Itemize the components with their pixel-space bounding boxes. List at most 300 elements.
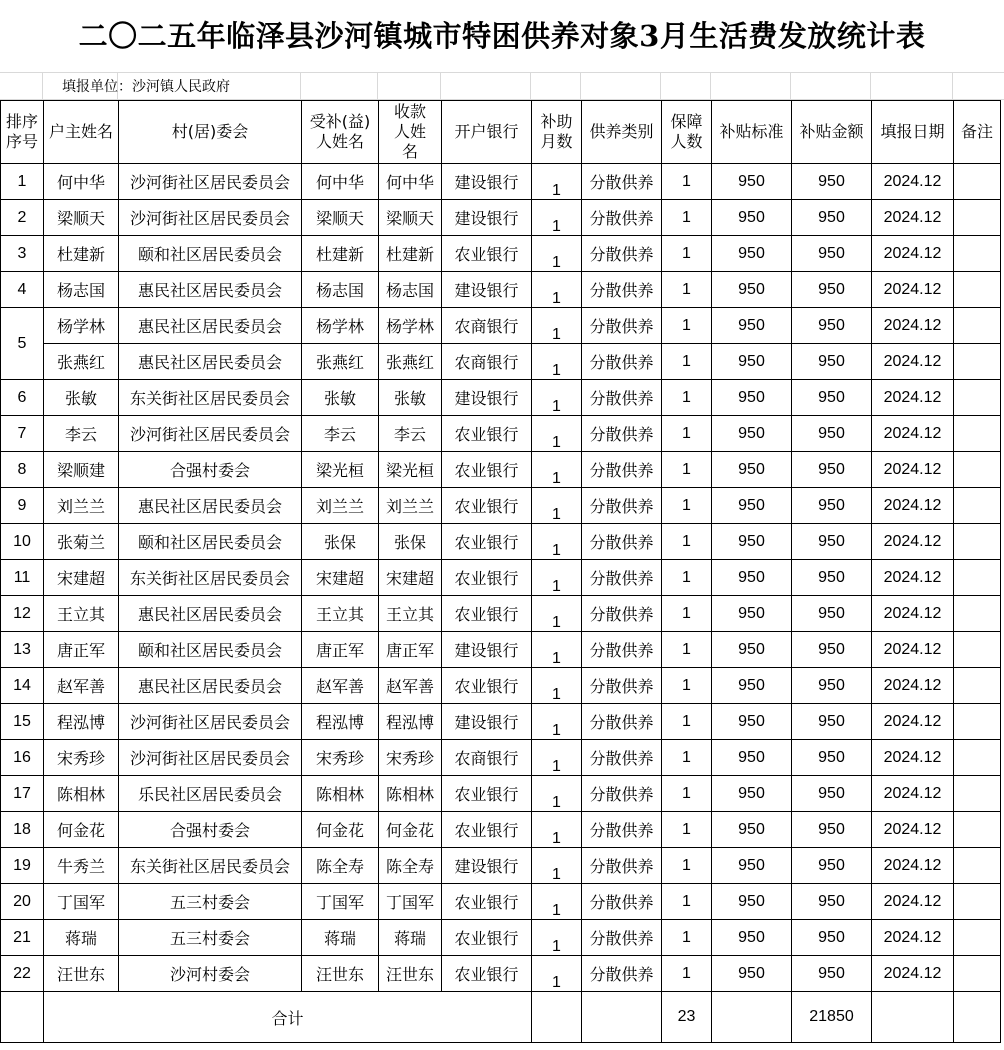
- head-name-cell: 程泓博: [44, 704, 119, 740]
- committee-cell: 五三村委会: [119, 920, 302, 956]
- payee-cell: 张保: [379, 524, 442, 560]
- note-cell: [954, 740, 1001, 776]
- sheet-gridline: [870, 72, 871, 100]
- header-bank: 开户银行: [442, 101, 532, 164]
- bank-cell: 建设银行: [442, 380, 532, 416]
- amount-cell: 950: [792, 164, 872, 200]
- beneficiary-cell: 赵军善: [302, 668, 379, 704]
- head-name-cell: 何金花: [44, 812, 119, 848]
- standard-cell: 950: [712, 956, 792, 992]
- head-name-cell: 陈相林: [44, 776, 119, 812]
- date-cell: 2024.12: [872, 596, 954, 632]
- months-cell: [532, 524, 582, 560]
- beneficiary-cell: 宋建超: [302, 560, 379, 596]
- beneficiary-cell: 唐正军: [302, 632, 379, 668]
- months-cell: [532, 236, 582, 272]
- bank-cell: 农商银行: [442, 308, 532, 344]
- header-amount: 补贴金额: [792, 101, 872, 164]
- seq-cell: 20: [1, 884, 44, 920]
- bank-cell: 农商银行: [442, 740, 532, 776]
- table-row: [1, 416, 1001, 452]
- persons-cell: 1: [662, 488, 712, 524]
- beneficiary-cell: 杨学林: [302, 308, 379, 344]
- persons-cell: 1: [662, 416, 712, 452]
- head-name-cell: 张菊兰: [44, 524, 119, 560]
- months-cell: [532, 272, 582, 308]
- standard-cell: 950: [712, 308, 792, 344]
- persons-cell: 1: [662, 560, 712, 596]
- beneficiary-cell: 梁顺天: [302, 200, 379, 236]
- note-cell: [954, 524, 1001, 560]
- seq-cell: 12: [1, 596, 44, 632]
- bank-cell: 农业银行: [442, 812, 532, 848]
- head-name-cell: 丁国军: [44, 884, 119, 920]
- persons-cell: 1: [662, 884, 712, 920]
- months-cell: [532, 596, 582, 632]
- months-cell: [532, 776, 582, 812]
- seq-cell: 5: [1, 308, 44, 380]
- payee-cell: 汪世东: [379, 956, 442, 992]
- standard-cell: 950: [712, 704, 792, 740]
- months-value: 1: [552, 757, 561, 775]
- header-seq: 排序序号: [1, 101, 44, 164]
- sheet-gridline: [440, 72, 441, 100]
- category-cell: 分散供养: [582, 560, 662, 596]
- committee-cell: 东关街社区居民委员会: [119, 848, 302, 884]
- bank-cell: 建设银行: [442, 272, 532, 308]
- persons-cell: 1: [662, 308, 712, 344]
- seq-cell: 13: [1, 632, 44, 668]
- category-cell: 分散供养: [582, 416, 662, 452]
- months-value: 1: [552, 181, 561, 199]
- beneficiary-cell: 宋秀珍: [302, 740, 379, 776]
- bank-cell: 农业银行: [442, 776, 532, 812]
- header-months: 补助月数: [532, 101, 582, 164]
- total-empty-cell: [582, 992, 662, 1043]
- category-cell: 分散供养: [582, 164, 662, 200]
- table-row: [1, 812, 1001, 848]
- payee-cell: 唐正军: [379, 632, 442, 668]
- payee-cell: 丁国军: [379, 884, 442, 920]
- seq-cell: 18: [1, 812, 44, 848]
- committee-cell: 合强村委会: [119, 812, 302, 848]
- months-value: 1: [552, 685, 561, 703]
- head-name-cell: 赵军善: [44, 668, 119, 704]
- total-persons: 23: [662, 992, 712, 1043]
- committee-cell: 沙河街社区居民委员会: [119, 704, 302, 740]
- persons-cell: 1: [662, 920, 712, 956]
- head-name-cell: 李云: [44, 416, 119, 452]
- bank-cell: 建设银行: [442, 632, 532, 668]
- sheet-gridline: [710, 72, 711, 100]
- seq-cell: 21: [1, 920, 44, 956]
- table-row: [1, 344, 1001, 380]
- category-cell: 分散供养: [582, 524, 662, 560]
- table-row: [1, 488, 1001, 524]
- header-standard: 补贴标准: [712, 101, 792, 164]
- amount-cell: 950: [792, 812, 872, 848]
- seq-cell: 2: [1, 200, 44, 236]
- category-cell: 分散供养: [582, 308, 662, 344]
- persons-cell: 1: [662, 848, 712, 884]
- months-value: 1: [552, 793, 561, 811]
- date-cell: 2024.12: [872, 848, 954, 884]
- standard-cell: 950: [712, 884, 792, 920]
- header-persons: 保障人数: [662, 101, 712, 164]
- amount-cell: 950: [792, 380, 872, 416]
- note-cell: [954, 956, 1001, 992]
- header-row: [1, 101, 1001, 164]
- persons-cell: 1: [662, 236, 712, 272]
- amount-cell: 950: [792, 560, 872, 596]
- committee-cell: 颐和社区居民委员会: [119, 236, 302, 272]
- category-cell: 分散供养: [582, 488, 662, 524]
- amount-cell: 950: [792, 452, 872, 488]
- months-value: 1: [552, 217, 561, 235]
- standard-cell: 950: [712, 560, 792, 596]
- date-cell: 2024.12: [872, 416, 954, 452]
- committee-cell: 乐民社区居民委员会: [119, 776, 302, 812]
- total-empty-cell: [532, 992, 582, 1043]
- bank-cell: 建设银行: [442, 848, 532, 884]
- beneficiary-cell: 汪世东: [302, 956, 379, 992]
- table-row: [1, 560, 1001, 596]
- payee-cell: 宋秀珍: [379, 740, 442, 776]
- persons-cell: 1: [662, 272, 712, 308]
- bank-cell: 建设银行: [442, 200, 532, 236]
- date-cell: 2024.12: [872, 740, 954, 776]
- beneficiary-cell: 何金花: [302, 812, 379, 848]
- seq-cell: 4: [1, 272, 44, 308]
- category-cell: 分散供养: [582, 344, 662, 380]
- seq-cell: 9: [1, 488, 44, 524]
- seq-cell: 3: [1, 236, 44, 272]
- category-cell: 分散供养: [582, 668, 662, 704]
- amount-cell: 950: [792, 632, 872, 668]
- amount-cell: 950: [792, 308, 872, 344]
- committee-cell: 颐和社区居民委员会: [119, 632, 302, 668]
- header-category: 供养类别: [582, 101, 662, 164]
- table-row: [1, 956, 1001, 992]
- table-row: [1, 164, 1001, 200]
- total-label: 合计: [44, 992, 532, 1043]
- months-value: 1: [552, 649, 561, 667]
- months-cell: [532, 848, 582, 884]
- document-title: 二〇二五年临泽县沙河镇城市特困供养对象3月生活费发放统计表: [78, 19, 926, 53]
- table-row: [1, 272, 1001, 308]
- category-cell: 分散供养: [582, 848, 662, 884]
- committee-cell: 五三村委会: [119, 884, 302, 920]
- note-cell: [954, 308, 1001, 344]
- payee-cell: 刘兰兰: [379, 488, 442, 524]
- note-cell: [954, 488, 1001, 524]
- note-cell: [954, 920, 1001, 956]
- months-cell: [532, 560, 582, 596]
- payee-cell: 蒋瑞: [379, 920, 442, 956]
- total-empty-cell: [1, 992, 44, 1043]
- category-cell: 分散供养: [582, 452, 662, 488]
- category-cell: 分散供养: [582, 200, 662, 236]
- header-beneficiary: 受补(益)人姓名: [302, 101, 379, 164]
- sheet-gridline: [660, 72, 661, 100]
- committee-cell: 沙河村委会: [119, 956, 302, 992]
- months-cell: [532, 812, 582, 848]
- committee-cell: 沙河街社区居民委员会: [119, 740, 302, 776]
- date-cell: 2024.12: [872, 884, 954, 920]
- head-name-cell: 张敏: [44, 380, 119, 416]
- months-cell: [532, 200, 582, 236]
- date-cell: 2024.12: [872, 452, 954, 488]
- category-cell: 分散供养: [582, 236, 662, 272]
- months-cell: [532, 416, 582, 452]
- persons-cell: 1: [662, 380, 712, 416]
- persons-cell: 1: [662, 200, 712, 236]
- months-value: 1: [552, 721, 561, 739]
- seq-cell: 17: [1, 776, 44, 812]
- standard-cell: 950: [712, 632, 792, 668]
- standard-cell: 950: [712, 200, 792, 236]
- date-cell: 2024.12: [872, 200, 954, 236]
- header-committee: 村(居)委会: [119, 101, 302, 164]
- note-cell: [954, 416, 1001, 452]
- seq-cell: 10: [1, 524, 44, 560]
- beneficiary-cell: 张敏: [302, 380, 379, 416]
- date-cell: 2024.12: [872, 344, 954, 380]
- payee-cell: 何金花: [379, 812, 442, 848]
- committee-cell: 惠民社区居民委员会: [119, 596, 302, 632]
- standard-cell: 950: [712, 488, 792, 524]
- beneficiary-cell: 蒋瑞: [302, 920, 379, 956]
- note-cell: [954, 236, 1001, 272]
- category-cell: 分散供养: [582, 776, 662, 812]
- beneficiary-cell: 张保: [302, 524, 379, 560]
- seq-cell: 8: [1, 452, 44, 488]
- amount-cell: 950: [792, 884, 872, 920]
- amount-cell: 950: [792, 848, 872, 884]
- months-cell: [532, 884, 582, 920]
- head-name-cell: 张燕红: [44, 344, 119, 380]
- table-row: [1, 848, 1001, 884]
- table-row: [1, 524, 1001, 560]
- date-cell: 2024.12: [872, 560, 954, 596]
- category-cell: 分散供养: [582, 596, 662, 632]
- amount-cell: 950: [792, 704, 872, 740]
- date-cell: 2024.12: [872, 236, 954, 272]
- amount-cell: 950: [792, 344, 872, 380]
- table-row: [1, 884, 1001, 920]
- date-cell: 2024.12: [872, 488, 954, 524]
- bank-cell: 农业银行: [442, 524, 532, 560]
- category-cell: 分散供养: [582, 884, 662, 920]
- date-cell: 2024.12: [872, 704, 954, 740]
- payee-cell: 赵军善: [379, 668, 442, 704]
- total-empty-cell: [954, 992, 1001, 1043]
- category-cell: 分散供养: [582, 740, 662, 776]
- seq-cell: 6: [1, 380, 44, 416]
- persons-cell: 1: [662, 596, 712, 632]
- bank-cell: 农业银行: [442, 488, 532, 524]
- months-cell: [532, 164, 582, 200]
- beneficiary-cell: 刘兰兰: [302, 488, 379, 524]
- months-value: 1: [552, 613, 561, 631]
- note-cell: [954, 848, 1001, 884]
- head-name-cell: 王立其: [44, 596, 119, 632]
- payee-cell: 王立其: [379, 596, 442, 632]
- bank-cell: 农业银行: [442, 596, 532, 632]
- head-name-cell: 杨学林: [44, 308, 119, 344]
- months-value: 1: [552, 973, 561, 991]
- sheet-gridline: [300, 72, 301, 100]
- category-cell: 分散供养: [582, 632, 662, 668]
- payee-cell: 程泓博: [379, 704, 442, 740]
- amount-cell: 950: [792, 920, 872, 956]
- note-cell: [954, 200, 1001, 236]
- standard-cell: 950: [712, 272, 792, 308]
- months-value: 1: [552, 865, 561, 883]
- payee-cell: 李云: [379, 416, 442, 452]
- head-name-cell: 何中华: [44, 164, 119, 200]
- payee-cell: 杜建新: [379, 236, 442, 272]
- table-row: [1, 740, 1001, 776]
- persons-cell: 1: [662, 524, 712, 560]
- head-name-cell: 杨志国: [44, 272, 119, 308]
- payee-cell: 陈相林: [379, 776, 442, 812]
- table-row: [1, 452, 1001, 488]
- payee-cell: 梁光桓: [379, 452, 442, 488]
- payee-cell: 陈全寿: [379, 848, 442, 884]
- date-cell: 2024.12: [872, 524, 954, 560]
- standard-cell: 950: [712, 812, 792, 848]
- committee-cell: 颐和社区居民委员会: [119, 524, 302, 560]
- committee-cell: 沙河街社区居民委员会: [119, 416, 302, 452]
- payee-cell: 宋建超: [379, 560, 442, 596]
- standard-cell: 950: [712, 740, 792, 776]
- months-cell: [532, 632, 582, 668]
- standard-cell: 950: [712, 668, 792, 704]
- date-cell: 2024.12: [872, 668, 954, 704]
- months-cell: [532, 380, 582, 416]
- bank-cell: 农业银行: [442, 416, 532, 452]
- table-row: [1, 380, 1001, 416]
- beneficiary-cell: 杜建新: [302, 236, 379, 272]
- bank-cell: 农业银行: [442, 452, 532, 488]
- months-value: 1: [552, 577, 561, 595]
- date-cell: 2024.12: [872, 956, 954, 992]
- payee-cell: 杨志国: [379, 272, 442, 308]
- note-cell: [954, 164, 1001, 200]
- head-name-cell: 牛秀兰: [44, 848, 119, 884]
- note-cell: [954, 668, 1001, 704]
- seq-cell: 7: [1, 416, 44, 452]
- committee-cell: 合强村委会: [119, 452, 302, 488]
- amount-cell: 950: [792, 956, 872, 992]
- amount-cell: 950: [792, 740, 872, 776]
- months-value: 1: [552, 433, 561, 451]
- note-cell: [954, 560, 1001, 596]
- header-head-name: 户主姓名: [44, 101, 119, 164]
- reporting-unit: 填报单位：沙河镇人民政府: [62, 79, 230, 95]
- total-amount: 21850: [792, 992, 872, 1043]
- date-cell: 2024.12: [872, 380, 954, 416]
- amount-cell: 950: [792, 272, 872, 308]
- months-value: 1: [552, 253, 561, 271]
- months-value: 1: [552, 541, 561, 559]
- persons-cell: 1: [662, 704, 712, 740]
- head-name-cell: 汪世东: [44, 956, 119, 992]
- total-empty-cell: [712, 992, 792, 1043]
- note-cell: [954, 344, 1001, 380]
- bank-cell: 农业银行: [442, 236, 532, 272]
- note-cell: [954, 812, 1001, 848]
- table-row: [1, 920, 1001, 956]
- beneficiary-cell: 杨志国: [302, 272, 379, 308]
- months-cell: [532, 488, 582, 524]
- beneficiary-cell: 张燕红: [302, 344, 379, 380]
- bank-cell: 农商银行: [442, 344, 532, 380]
- category-cell: 分散供养: [582, 956, 662, 992]
- payee-cell: 何中华: [379, 164, 442, 200]
- seq-cell: 15: [1, 704, 44, 740]
- committee-cell: 东关街社区居民委员会: [119, 560, 302, 596]
- standard-cell: 950: [712, 524, 792, 560]
- committee-cell: 东关街社区居民委员会: [119, 380, 302, 416]
- months-cell: [532, 452, 582, 488]
- payee-cell: 张燕红: [379, 344, 442, 380]
- head-name-cell: 刘兰兰: [44, 488, 119, 524]
- date-cell: 2024.12: [872, 308, 954, 344]
- note-cell: [954, 380, 1001, 416]
- category-cell: 分散供养: [582, 704, 662, 740]
- months-value: 1: [552, 361, 561, 379]
- persons-cell: 1: [662, 956, 712, 992]
- sheet-gridline: [0, 72, 1004, 73]
- committee-cell: 惠民社区居民委员会: [119, 308, 302, 344]
- head-name-cell: 梁顺建: [44, 452, 119, 488]
- standard-cell: 950: [712, 380, 792, 416]
- head-name-cell: 蒋瑞: [44, 920, 119, 956]
- seq-cell: 11: [1, 560, 44, 596]
- header-date: 填报日期: [872, 101, 954, 164]
- standard-cell: 950: [712, 236, 792, 272]
- months-cell: [532, 704, 582, 740]
- table-row: [1, 236, 1001, 272]
- persons-cell: 1: [662, 632, 712, 668]
- bank-cell: 建设银行: [442, 704, 532, 740]
- beneficiary-cell: 梁光桓: [302, 452, 379, 488]
- header-payee: 收款人姓名: [379, 101, 442, 164]
- seq-cell: 14: [1, 668, 44, 704]
- date-cell: 2024.12: [872, 776, 954, 812]
- payee-cell: 梁顺天: [379, 200, 442, 236]
- seq-cell: 22: [1, 956, 44, 992]
- months-cell: [532, 668, 582, 704]
- head-name-cell: 唐正军: [44, 632, 119, 668]
- months-cell: [532, 920, 582, 956]
- bank-cell: 农业银行: [442, 560, 532, 596]
- date-cell: 2024.12: [872, 164, 954, 200]
- head-name-cell: 杜建新: [44, 236, 119, 272]
- beneficiary-cell: 何中华: [302, 164, 379, 200]
- beneficiary-cell: 陈相林: [302, 776, 379, 812]
- amount-cell: 950: [792, 416, 872, 452]
- persons-cell: 1: [662, 164, 712, 200]
- persons-cell: 1: [662, 344, 712, 380]
- beneficiary-cell: 程泓博: [302, 704, 379, 740]
- standard-cell: 950: [712, 848, 792, 884]
- months-value: 1: [552, 901, 561, 919]
- head-name-cell: 宋建超: [44, 560, 119, 596]
- standard-cell: 950: [712, 452, 792, 488]
